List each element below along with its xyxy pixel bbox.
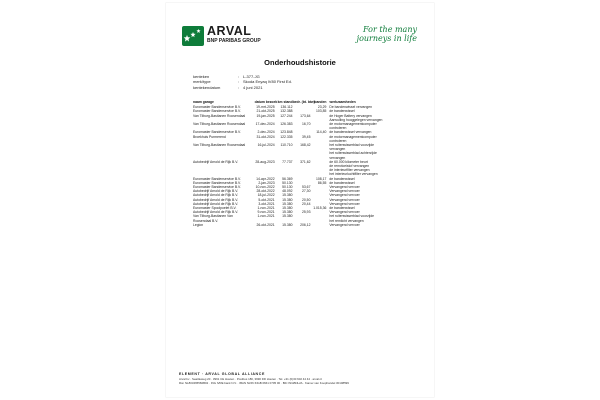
- table-header: [193, 100, 413, 104]
- info-colon: :: [238, 79, 240, 85]
- cell-date: 16-jul-2024: [257, 143, 275, 148]
- cell-garage: Euromaster Bandenservice B.V.: [193, 130, 241, 135]
- cell-garage: Euromaster Bandenservice B.V.: [193, 185, 241, 190]
- cell-garage: Van Tilburg-Bastianen Roosendaal: [193, 122, 246, 127]
- cell-km: 132.388: [280, 109, 293, 114]
- cell-date: 9-nov-2021: [257, 210, 275, 215]
- cell-work: Vervangend vervoer: [329, 197, 360, 202]
- cell-work: de motormanagementcomputer: [329, 134, 377, 139]
- cell-km: 15.380: [282, 214, 293, 219]
- header-tyres: banden: [314, 100, 327, 104]
- arval-logo: [182, 24, 272, 48]
- cell-km: 50.130: [282, 185, 293, 190]
- cell-garage: Autobedrijf Arnold de Rijk B.V.: [193, 159, 239, 164]
- brand-subtitle: BNP PARIBAS GROUP: [207, 38, 261, 44]
- cell-garage: Van Tilburg-Bastianen Roosendaal: [193, 113, 246, 118]
- cell-km: 15.380: [282, 193, 293, 198]
- info-value: L-377-JG: [243, 74, 260, 79]
- cell-work: de bandenwissel: [329, 206, 355, 211]
- cell-work: de bandenwissel vervangen: [329, 130, 372, 135]
- cell-garage: Autobedrijf Arnold de Rijk B.V.: [193, 189, 239, 194]
- info-value: Skoda Enyaq iV80 First Ed.: [243, 79, 292, 85]
- cell-garage: Broekhuis Purmerend: [193, 134, 226, 139]
- cell-date: 31-okt-2024: [256, 134, 275, 139]
- cell-work: het remlicht vervangen: [329, 218, 364, 223]
- cell-work: Vervangend vervoer: [329, 210, 360, 215]
- cell-tyres: 23,29: [317, 105, 327, 110]
- cell-garage: Euromaster Bandenservice B.V.: [193, 180, 241, 185]
- cell-garage: Autobedrijf Arnold de Rijk B.V.: [193, 201, 239, 206]
- cell-tyres: 108,17: [316, 176, 327, 181]
- cell-amount: 168,42: [300, 143, 311, 148]
- cell-work: Vervangend vervoer: [329, 185, 360, 190]
- cell-date: 21-okt-2025: [256, 109, 275, 114]
- cell-work: het interieurluchtfilter vervangen: [329, 172, 378, 177]
- cell-amount: 25,93: [301, 210, 311, 215]
- cell-work: Aanvulling hooggelegen vervangen: [329, 117, 383, 122]
- cell-garage: Euromaster Spoolpoelet B.V.: [193, 206, 237, 211]
- cell-km: 15.380: [282, 197, 293, 202]
- cell-amount: 53,67: [301, 185, 311, 190]
- cell-tyres: 1.015,36: [313, 206, 327, 211]
- cell-work: de bandenwissel: [329, 109, 355, 114]
- cell-tyres: 114,40: [316, 130, 327, 135]
- cell-work: Vervangend vervoer: [329, 189, 360, 194]
- cell-work: het ruitenwisserblad voorzijde: [329, 143, 375, 148]
- bnp-paribas-stars-icon: [182, 26, 204, 46]
- cell-km: 56.369: [282, 176, 293, 181]
- table-row: [193, 223, 413, 227]
- cell-amount: 20,44: [301, 201, 311, 206]
- cell-km: 122.335: [280, 134, 293, 139]
- cell-date: 19-jan-2025: [256, 113, 275, 118]
- footer-address: Arval bv · Seattleweg 20 · 3991 CE Houten · Postbus 180, 3990 DD Houten · Tel. +31 (0)30 602 44 44 · arval.nl: [179, 377, 322, 381]
- cell-amount: 206,12: [300, 222, 311, 227]
- cell-work: controleren: [329, 138, 347, 143]
- brand-tagline: For the many journeys in life: [356, 25, 417, 43]
- cell-date: 18-jul-2022: [257, 193, 275, 198]
- cell-date: 19-mrt-2025: [256, 105, 275, 110]
- cell-work: het ruitenwisserblad achterzijde: [329, 151, 377, 156]
- cell-date: 1-nov-2021: [257, 206, 275, 211]
- cell-work: Vervangend vervoer: [329, 193, 360, 198]
- cell-work: Vervangend vervoer: [329, 222, 360, 227]
- cell-amount: 173,64: [300, 113, 311, 118]
- vehicle-info-row: [193, 85, 292, 90]
- cell-km: 77.737: [282, 159, 293, 164]
- cell-work: De bandenwissel vervangen: [329, 105, 372, 110]
- cell-work: vervangen: [329, 155, 346, 160]
- cell-km: 126.383: [280, 122, 293, 127]
- cell-garage: Euromaster Bandenservice B.V.: [193, 105, 241, 110]
- cell-garage: Autobedrijf Arnold de Rijk B.V.: [193, 193, 239, 198]
- cell-garage: Autobedrijf Arnold de Rijk B.V.: [193, 197, 239, 202]
- cell-work: de Hoger Battery vervangen: [329, 113, 372, 118]
- cell-amount: 16,70: [301, 122, 311, 127]
- cell-work: de 60.000 kilometer beurt: [329, 159, 368, 164]
- cell-km: 15.380: [282, 222, 293, 227]
- header-km: km stand: [277, 100, 293, 104]
- document-page: [166, 3, 434, 397]
- info-label: kenteken: [193, 74, 210, 79]
- cell-work: vervangen: [329, 147, 346, 152]
- cell-garage: Euromaster Bandenservice B.V.: [193, 109, 241, 114]
- cell-amount: 20,50: [301, 197, 311, 202]
- footer: [179, 372, 421, 386]
- cell-km: 123.848: [280, 130, 293, 135]
- info-label: merk/type: [193, 79, 211, 85]
- cell-date: 2-jan-2023: [258, 180, 275, 185]
- cell-date: 1-nov-2021: [257, 214, 275, 219]
- cell-tyres: 86,55: [317, 180, 327, 185]
- cell-km: 15.380: [282, 201, 293, 206]
- cell-date: 28-aug-2023: [255, 159, 275, 164]
- cell-tyres: [310, 223, 326, 227]
- footer-registration: Rsn NL803465582B02 · ING IVRE bank N.V. · IBAN NL56 INGB 0661 0705 00 · BIC INGBNL2A · Kamer van Koophandel 30108599: [179, 381, 349, 386]
- cell-amount: 371,62: [300, 159, 311, 164]
- cell-work: de bandenwissel: [329, 176, 355, 181]
- header-work: werkzaamheden: [329, 100, 356, 104]
- cell-work: controleren: [329, 126, 347, 131]
- info-value: 4 juni 2021: [243, 84, 263, 90]
- cell-km: 48.092: [282, 189, 293, 194]
- info-label: kentekendatum: [193, 84, 221, 90]
- cell-date: 17-dec-2024: [255, 122, 275, 127]
- header-date: datum bezoek: [254, 100, 278, 104]
- brand-name: ARVAL: [207, 24, 252, 38]
- cell-date: 10-nov-2022: [255, 185, 275, 190]
- cell-date: 14-apr-2022: [256, 176, 275, 181]
- cell-work: de interieurfilter vervangen: [329, 168, 370, 173]
- cell-work: het ruitenwisserblad voorzijde: [329, 214, 375, 219]
- cell-date: 5-okt-2021: [258, 197, 275, 202]
- cell-work: de bandenwissel: [329, 180, 355, 185]
- cell-date: 3-okt-2021: [258, 201, 275, 206]
- footer-alliance: ELEMENT · ARVAL GLOBAL ALLIANCE: [179, 372, 265, 376]
- vehicle-info: [193, 74, 292, 90]
- document-title: Onderhoudshistorie: [264, 58, 336, 67]
- cell-km: 127.244: [280, 113, 293, 118]
- cell-work: Vervangend vervoer: [329, 201, 360, 206]
- cell-date: 26-okt-2021: [256, 222, 275, 227]
- info-colon: :: [238, 84, 240, 90]
- header-btw: bedr. (bt. btw): [292, 100, 315, 104]
- cell-km: 110.710: [280, 143, 293, 148]
- cell-km: 50.130: [282, 180, 293, 185]
- cell-garage: Van Tilburg-Bastianen Van: [193, 214, 233, 219]
- cell-work: de motormanagementcomputer: [329, 122, 377, 127]
- header-garage: naam garage: [193, 100, 214, 104]
- cell-km: 136.112: [280, 105, 293, 110]
- maintenance-table: [193, 100, 413, 227]
- cell-garage: Autobedrijf Arnold de Rijk B.V.: [193, 210, 239, 215]
- cell-date: 28-okt-2022: [256, 189, 275, 194]
- cell-garage: Van Tilburg-Bastianen Roosendaal: [193, 143, 246, 148]
- cell-amount: 39,45: [301, 134, 311, 139]
- cell-garage: Roosendaal B.V.: [193, 218, 219, 223]
- cell-work: de remvloeistof vervangen: [329, 164, 370, 169]
- cell-garage: Euromaster Bandenservice B.V.: [193, 176, 241, 181]
- cell-km: 15.380: [282, 210, 293, 215]
- cell-amount: 27,30: [301, 189, 311, 194]
- cell-tyres: 103,85: [316, 109, 327, 114]
- cell-km: 15.380: [282, 206, 293, 211]
- info-colon: :: [238, 74, 240, 79]
- cell-date: 2-dec-2024: [257, 130, 275, 135]
- cell-garage: Legion: [193, 222, 204, 227]
